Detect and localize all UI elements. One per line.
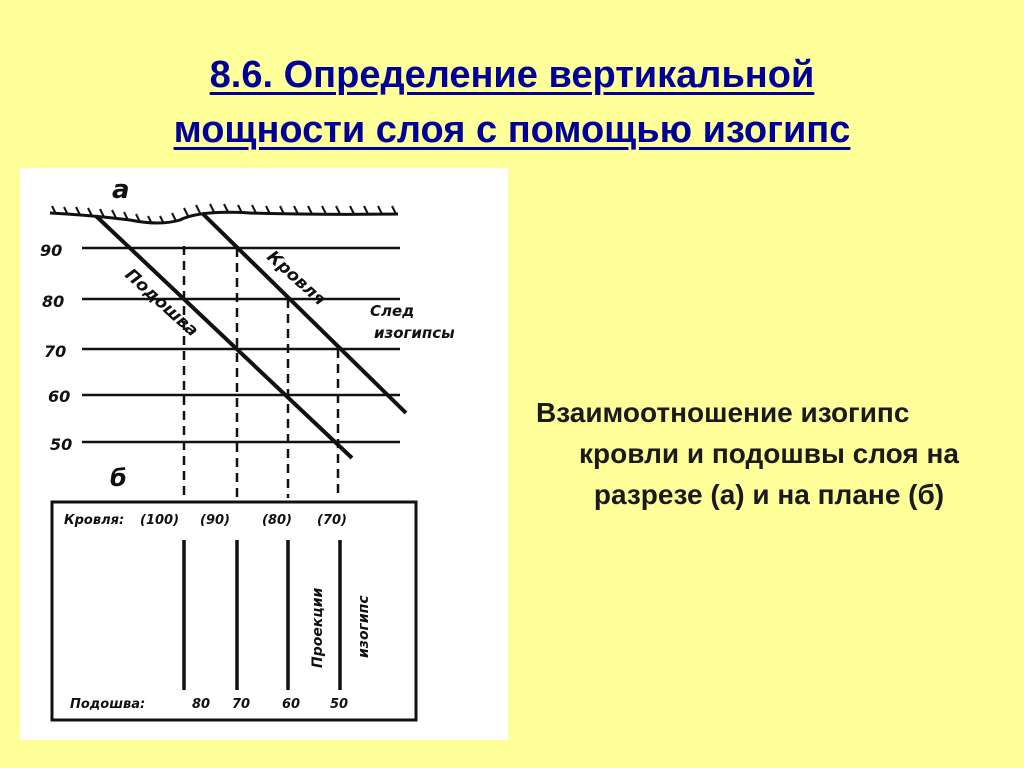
caption-line-3: разрезе (а) и на плане (б) — [593, 479, 945, 510]
plan-sole-prefix: Подошва: — [70, 697, 146, 712]
trace-label-line-2: изогипсы — [374, 324, 455, 342]
level-label-60: 60 — [48, 387, 71, 406]
projection-label-line-1: Проекции — [310, 587, 326, 668]
caption-line-1: Взаимоотношение изогипс — [536, 397, 910, 428]
plan-roof-value-70: (70) — [317, 513, 347, 528]
level-label-50: 50 — [50, 435, 73, 454]
diagram-caption — [524, 392, 1014, 515]
plan-sole-value-80: 80 — [192, 697, 211, 712]
caption-line-2: кровли и подошвы слоя на — [579, 438, 959, 469]
sole-label: Подошва — [120, 264, 203, 342]
trace-label-line-1: След — [370, 302, 415, 320]
diagram-figure — [20, 168, 508, 740]
label-section-a: а — [112, 175, 130, 205]
plan-roof-value-100: (100) — [140, 513, 180, 528]
plan-sole-value-60: 60 — [282, 697, 301, 712]
sole-line — [96, 216, 352, 458]
title-line-1: 8.6. Определение вертикальной — [209, 54, 815, 96]
label-plan-b: б — [110, 464, 127, 492]
diagram-svg — [20, 168, 508, 740]
projection-label-line-2: изогипс — [356, 595, 372, 658]
plan-roof-value-80: (80) — [262, 513, 292, 528]
plan-sole-value-50: 50 — [330, 697, 349, 712]
slide-title — [0, 48, 1024, 158]
plan-roof-value-90: (90) — [200, 513, 230, 528]
level-label-90: 90 — [40, 241, 63, 260]
title-line-2: мощности слоя с помощью изогипс — [173, 109, 851, 151]
level-label-70: 70 — [44, 342, 67, 361]
level-label-80: 80 — [42, 292, 65, 311]
plan-roof-prefix: Кровля: — [64, 513, 125, 528]
roof-label: Кровля — [262, 246, 330, 310]
plan-sole-value-70: 70 — [232, 697, 251, 712]
